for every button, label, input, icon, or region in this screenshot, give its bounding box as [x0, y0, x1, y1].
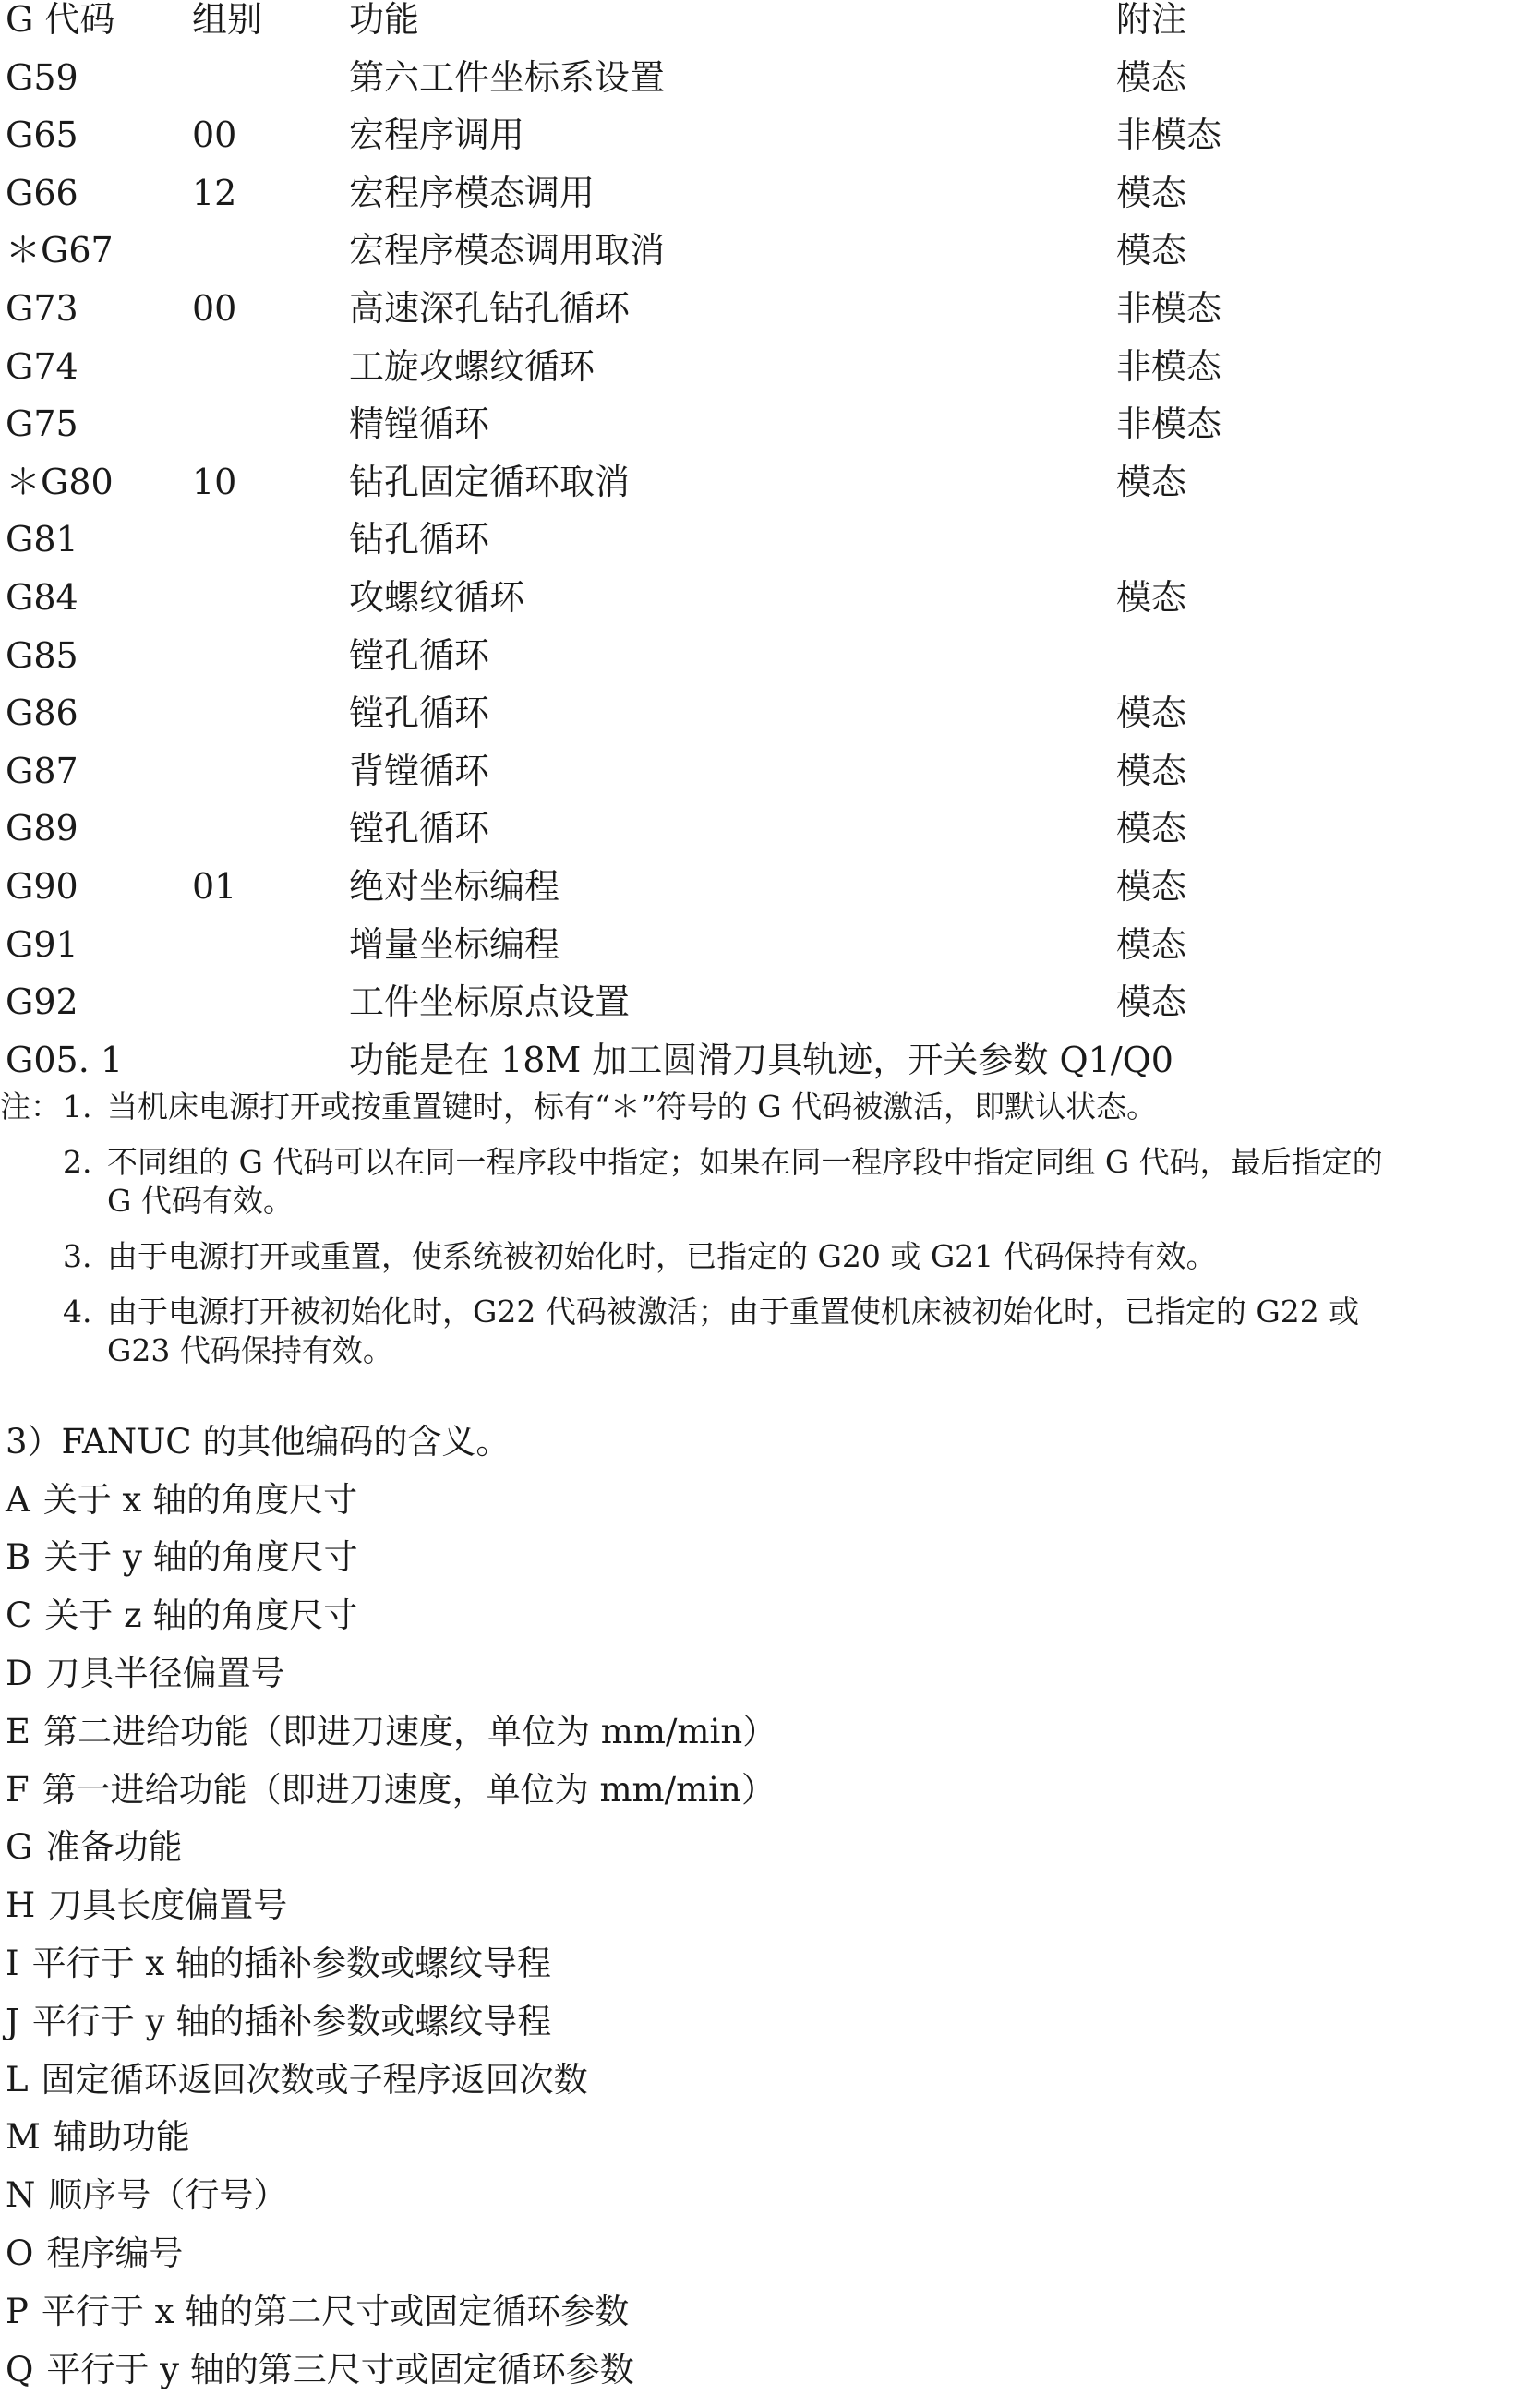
code-letter: O — [6, 2232, 34, 2273]
list-item — [6, 1480, 1529, 1538]
list-item — [6, 2175, 1529, 2233]
list-item — [6, 1654, 1529, 1712]
code-description: 程序编号 — [46, 2232, 184, 2273]
note-cell: 非模态 — [1116, 345, 1222, 387]
table-row — [6, 982, 1529, 1041]
note-cell: 模态 — [1116, 230, 1187, 271]
function-cell: 攻螺纹循环 — [349, 576, 525, 618]
function-cell: 绝对坐标编程 — [349, 865, 560, 907]
code-letter: H — [6, 1885, 36, 1926]
function-cell: 钻孔循环 — [349, 519, 490, 560]
code-description: 第二进给功能（即进刀速度，单位为 mm/min） — [43, 1711, 777, 1751]
code-letter: F — [6, 1769, 30, 1810]
group-cell: 10 — [192, 461, 237, 502]
function-cell: 工旋攻螺纹循环 — [349, 345, 596, 387]
code-description: 平行于 x 轴的插补参数或螺纹导程 — [31, 1943, 552, 1983]
header-code: G 代码 — [6, 0, 115, 40]
note-item — [0, 1237, 1533, 1276]
code-letter: G — [6, 1827, 33, 1868]
table-row — [6, 463, 1529, 521]
group-cell: 00 — [192, 287, 237, 329]
note-cell: 模态 — [1116, 808, 1187, 849]
notes-prefix: 注： — [0, 1089, 61, 1125]
g-code-cell: G74 — [6, 345, 78, 387]
header-function: 功能 — [349, 0, 420, 40]
function-cell: 钻孔固定循环取消 — [349, 461, 631, 502]
note-cell: 模态 — [1116, 172, 1187, 213]
code-description: 第一进给功能（即进刀速度，单位为 mm/min） — [42, 1769, 776, 1810]
table-row — [6, 289, 1529, 347]
list-item — [6, 1944, 1529, 2002]
function-cell: 背镗循环 — [349, 750, 490, 791]
code-letter: E — [6, 1711, 31, 1751]
function-cell: 镗孔循环 — [349, 692, 490, 734]
list-item — [6, 2002, 1529, 2060]
g-code-cell: G92 — [6, 981, 78, 1023]
group-cell: 00 — [192, 114, 237, 156]
function-cell: 宏程序调用 — [349, 114, 525, 156]
note-text-continued: G 代码有效。 — [107, 1183, 294, 1219]
table-row — [6, 867, 1529, 925]
note-text-continued: G23 代码保持有效。 — [107, 1332, 393, 1368]
header-note: 附注 — [1116, 0, 1187, 40]
code-description: 平行于 y 轴的第三尺寸或固定循环参数 — [46, 2349, 634, 2389]
code-letter: I — [6, 1943, 19, 1983]
note-number: 1. — [63, 1089, 92, 1125]
note-item — [0, 1293, 1533, 1370]
g-code-cell: G66 — [6, 172, 78, 213]
g-code-table — [6, 0, 1529, 1098]
g-code-cell: G81 — [6, 519, 78, 560]
list-item — [6, 1827, 1529, 1885]
list-item — [6, 2117, 1529, 2175]
list-item — [6, 1595, 1529, 1654]
g-code-cell: ＊G67 — [6, 230, 114, 271]
function-cell: 宏程序模态调用 — [349, 172, 596, 213]
table-row — [6, 231, 1529, 289]
g-code-cell: G75 — [6, 403, 78, 445]
g-code-cell: ＊G80 — [6, 461, 114, 502]
code-letter: D — [6, 1653, 33, 1693]
group-cell: 12 — [192, 172, 237, 213]
note-cell: 非模态 — [1116, 403, 1222, 445]
table-row — [6, 578, 1529, 636]
code-description: 关于 y 轴的角度尺寸 — [43, 1537, 358, 1578]
table-row — [6, 925, 1529, 983]
code-letter: L — [6, 2059, 29, 2100]
code-letter: A — [6, 1479, 30, 1520]
list-item — [6, 1537, 1529, 1595]
note-cell: 模态 — [1116, 865, 1187, 907]
table-row — [6, 752, 1529, 810]
g-code-cell: G65 — [6, 114, 78, 156]
note-cell: 模态 — [1116, 461, 1187, 502]
list-item — [6, 1712, 1529, 1770]
code-description: 刀具长度偏置号 — [48, 1885, 288, 1926]
fanuc-codes-section — [6, 1422, 1529, 2407]
table-row — [6, 809, 1529, 867]
table-header-row — [6, 0, 1529, 58]
function-cell: 精镗循环 — [349, 403, 490, 445]
table-row — [6, 404, 1529, 463]
g-code-cell: G89 — [6, 808, 78, 849]
code-description: 准备功能 — [45, 1827, 183, 1868]
note-text: 由于电源打开或重置，使系统被初始化时，已指定的 G20 或 G21 代码保持有效。 — [107, 1238, 1217, 1274]
table-row — [6, 58, 1529, 116]
note-item — [0, 1088, 1533, 1126]
g-code-cell: G85 — [6, 634, 78, 676]
function-cell: 第六工件坐标系设置 — [349, 56, 666, 98]
list-item — [6, 2292, 1529, 2350]
code-description: 关于 x 轴的角度尺寸 — [42, 1479, 358, 1520]
code-letter: N — [6, 2175, 36, 2216]
function-cell: 宏程序模态调用取消 — [349, 230, 666, 271]
g-code-cell: G86 — [6, 692, 78, 734]
g-code-cell: G91 — [6, 923, 78, 965]
notes-section — [0, 1088, 1533, 1387]
code-letter: B — [6, 1537, 31, 1578]
code-letter: P — [6, 2291, 29, 2331]
code-letter: J — [6, 2001, 19, 2041]
note-text: 由于电源打开被初始化时，G22 代码被激活；由于重置使机床被初始化时，已指定的 G22 或 — [107, 1294, 1360, 1330]
code-description: 平行于 x 轴的第二尺寸或固定循环参数 — [41, 2291, 630, 2331]
list-item — [6, 1885, 1529, 1944]
function-cell: 高速深孔钻孔循环 — [349, 287, 631, 329]
note-text: 不同组的 G 代码可以在同一程序段中指定；如果在同一程序段中指定同组 G 代码，最后指定的 — [107, 1144, 1383, 1180]
table-row — [6, 115, 1529, 174]
table-row — [6, 693, 1529, 752]
g-code-cell: G87 — [6, 750, 78, 791]
code-description: 刀具半径偏置号 — [45, 1653, 285, 1693]
note-cell: 模态 — [1116, 750, 1187, 791]
function-cell: 功能是在 18M 加工圆滑刀具轨迹，开关参数 Q1/Q0 — [349, 1039, 1173, 1080]
list-item — [6, 2350, 1529, 2407]
note-number: 4. — [63, 1294, 92, 1330]
function-cell: 工件坐标原点设置 — [349, 981, 631, 1023]
code-description: 顺序号（行号） — [48, 2175, 288, 2216]
code-description: 平行于 y 轴的插补参数或螺纹导程 — [31, 2001, 552, 2041]
table-row — [6, 636, 1529, 694]
note-cell: 模态 — [1116, 56, 1187, 98]
list-item — [6, 2060, 1529, 2118]
note-cell: 模态 — [1116, 692, 1187, 734]
note-cell: 模态 — [1116, 576, 1187, 618]
code-description: 关于 z 轴的角度尺寸 — [44, 1595, 358, 1636]
code-letter: C — [6, 1595, 32, 1636]
note-number: 2. — [63, 1144, 92, 1180]
g-code-cell: G59 — [6, 56, 78, 98]
code-description: 辅助功能 — [53, 2117, 190, 2158]
g-code-cell: G73 — [6, 287, 78, 329]
group-cell: 01 — [192, 865, 237, 907]
note-cell: 模态 — [1116, 981, 1187, 1023]
function-cell: 镗孔循环 — [349, 808, 490, 849]
header-group: 组别 — [192, 0, 263, 40]
section-heading: 3）FANUC 的其他编码的含义。 — [6, 1422, 511, 1462]
code-letter: M — [6, 2117, 41, 2158]
function-cell: 镗孔循环 — [349, 634, 490, 676]
table-row — [6, 347, 1529, 405]
table-row — [6, 174, 1529, 232]
list-item — [6, 1770, 1529, 1828]
code-letter: Q — [6, 2349, 34, 2389]
code-description: 固定循环返回次数或子程序返回次数 — [41, 2059, 588, 2100]
list-item — [6, 2233, 1529, 2292]
note-cell: 非模态 — [1116, 287, 1222, 329]
note-cell: 模态 — [1116, 923, 1187, 965]
g-code-cell: G84 — [6, 576, 78, 618]
g-code-cell: G90 — [6, 865, 78, 907]
note-number: 3. — [63, 1238, 92, 1274]
function-cell: 增量坐标编程 — [349, 923, 560, 965]
note-text: 当机床电源打开或按重置键时，标有“＊”符号的 G 代码被激活，即默认状态。 — [107, 1089, 1158, 1125]
note-item — [0, 1143, 1533, 1221]
note-cell: 非模态 — [1116, 114, 1222, 156]
g-code-cell: G05. 1 — [6, 1039, 124, 1080]
table-row — [6, 520, 1529, 578]
